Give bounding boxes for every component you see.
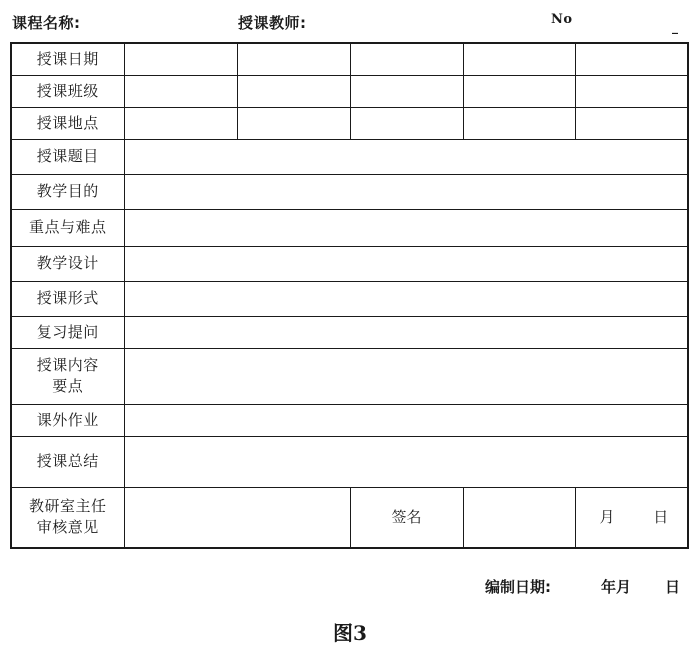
homework-field[interactable] (124, 404, 688, 436)
compile-date-label: 编制日期: (485, 578, 551, 596)
director-label-line1: 教研室主任 (28, 497, 107, 516)
key-points-field[interactable] (124, 209, 688, 246)
review-field[interactable] (124, 316, 688, 348)
table-row (11, 75, 688, 107)
director-label (11, 487, 124, 548)
director-label-line2: 审核意见 (36, 518, 99, 537)
goal-label: 教学目的 (11, 174, 124, 209)
content-label-line1: 授课内容 (36, 356, 99, 374)
design-label: 教学设计 (11, 246, 124, 281)
course-name-label: 课程名称: (12, 14, 81, 32)
content-label (11, 348, 124, 404)
summary-label: 授课总结 (11, 436, 124, 487)
date-cell-2[interactable] (237, 43, 350, 75)
table-row (11, 404, 688, 436)
date-cell-1[interactable] (124, 43, 237, 75)
place-cell-2[interactable] (237, 107, 350, 139)
date-mark-cell[interactable] (575, 487, 688, 548)
number-label: No (551, 12, 573, 27)
table-row (11, 209, 688, 246)
teacher-label: 授课教师: (238, 14, 307, 32)
goal-field[interactable] (124, 174, 688, 209)
date-cell-5[interactable] (575, 43, 688, 75)
date-cell-4[interactable] (463, 43, 575, 75)
place-cell-4[interactable] (463, 107, 575, 139)
place-label: 授课地点 (11, 107, 124, 139)
review-label: 复习提问 (11, 316, 124, 348)
summary-field[interactable] (124, 436, 688, 487)
lesson-plan-table (10, 42, 689, 549)
date-cell-3[interactable] (350, 43, 463, 75)
table-row (11, 348, 688, 404)
table-row (11, 487, 688, 548)
place-cell-5[interactable] (575, 107, 688, 139)
table-row (11, 281, 688, 316)
class-cell-1[interactable] (124, 75, 237, 107)
topic-label: 授课题目 (11, 139, 124, 174)
compile-year-month: 年月 (601, 578, 632, 596)
form-field[interactable] (124, 281, 688, 316)
table-row (11, 139, 688, 174)
day-label: 日 (653, 507, 669, 526)
place-cell-1[interactable] (124, 107, 237, 139)
signature-field[interactable] (463, 487, 575, 548)
number-blank: _ (672, 20, 679, 34)
class-label: 授课班级 (11, 75, 124, 107)
content-label-line2: 要点 (52, 377, 84, 395)
month-label: 月 (599, 507, 615, 526)
form-label: 授课形式 (11, 281, 124, 316)
signature-label: 签名 (350, 487, 463, 548)
design-field[interactable] (124, 246, 688, 281)
homework-label: 课外作业 (11, 404, 124, 436)
content-field[interactable] (124, 348, 688, 404)
date-label: 授课日期 (11, 43, 124, 75)
key-points-label: 重点与难点 (11, 209, 124, 246)
class-cell-2[interactable] (237, 75, 350, 107)
class-cell-4[interactable] (463, 75, 575, 107)
table-row (11, 246, 688, 281)
table-row (11, 316, 688, 348)
topic-field[interactable] (124, 139, 688, 174)
compile-day: 日 (665, 578, 681, 596)
table-row (11, 174, 688, 209)
place-cell-3[interactable] (350, 107, 463, 139)
figure-caption: 图3 (333, 621, 367, 645)
table-row (11, 107, 688, 139)
class-cell-3[interactable] (350, 75, 463, 107)
table-row (11, 43, 688, 75)
director-opinion-field[interactable] (124, 487, 350, 548)
table-row (11, 436, 688, 487)
class-cell-5[interactable] (575, 75, 688, 107)
